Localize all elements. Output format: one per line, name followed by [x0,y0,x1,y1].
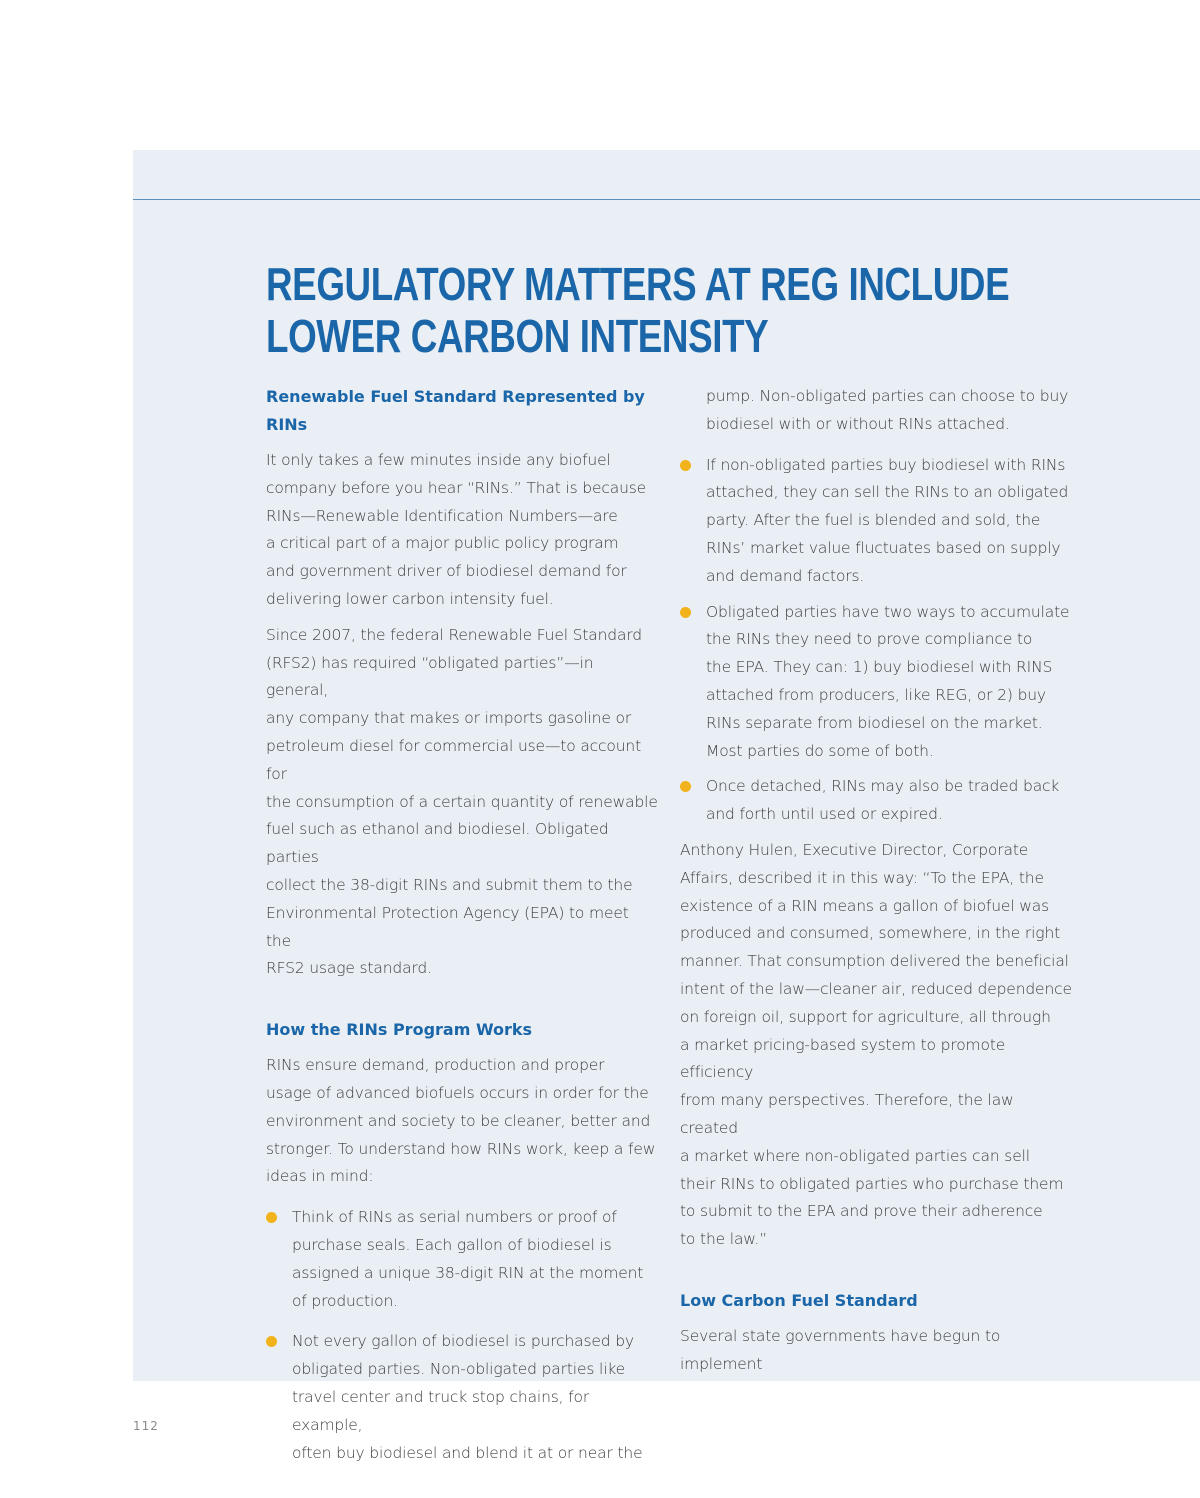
list-item-text: If non-obligated parties buy biodiesel with RINs attached, they can sell the RINs to an obligated party. After the fuel is blended and sold, the RINs’ market value fluctuates based on supply and demand factors. [706,455,1069,585]
page-number: 112 [133,1419,159,1433]
bullet-dot-icon [680,781,691,792]
paragraph: RINs ensure demand, production and proper usage of advanced biofuels occurs in order for the environment and society to be cleaner, better and stronger. To understand how RINs work, keep a few ideas in mind: [266,1056,656,1186]
paragraph: Several state governments have begun to implement [680,1326,1001,1373]
section-heading-rins-program: How the RINs Program Works [266,1020,533,1040]
bullet-dot-icon [680,460,691,471]
list-item [266,1328,658,1467]
page-title: REGULATORY MATTERS AT REG INCLUDE LOWER CARBON INTENSITY [266,258,1010,362]
divider [133,199,1200,200]
bullet-dot-icon [680,607,691,618]
paragraph: Anthony Hulen, Executive Director, Corporate Affairs, described it in this way: “To the EPA, the existence of a RIN means a gallon of biofuel was produced and consumed, somewhere, in the right manner. That consumption delivered the beneficial intent of the law—cleaner air, reduced dependence on foreign oil, support for agriculture, all through a market pricing-based system to promote efficiency from many perspectives. Therefore, the law created a market where non-obligated parties can sell their RINs to obligated parties who purchase them to submit to the EPA and prove their adherence to the law.” [680,840,1072,1249]
list-item-text: Obligated parties have two ways to accumulate the RINs they need to prove compliance to the EPA. They can: 1) buy biodiesel with RINS attached from producers, like REG, or 2) buy RINs separate from biodiesel on the market. Most parties do some of both. [706,602,1070,760]
section-heading-rfs: Renewable Fuel Standard Represented by RINs [266,387,645,434]
paragraph: Since 2007, the federal Renewable Fuel Standard (RFS2) has required “obligated parties”—in general, any company that makes or imports gasoline or petroleum diesel for commercial use—to account for the consumption of a certain quantity of renewable fuel such as ethanol and biodiesel. Obligated parties collect the 38-digit RINs and submit them to the Environmental Protection Agency (EPA) to meet the RFS2 usage standard. [266,625,658,978]
list-item-text: pump. Non-obligated parties can choose to buy biodiesel with or without RINs attached. [706,387,1069,433]
right-column [680,383,1072,1379]
left-column [266,383,658,1467]
paragraph: It only takes a few minutes inside any biofuel company before you hear “RINs.” That is because RINs—Renewable Identification Numbers—are a critical part of a major public policy program and government driver of biodiesel demand for delivering lower carbon intensity fuel. [266,451,647,608]
list-item-text: Not every gallon of biodiesel is purchased by obligated parties. Non-obligated parties like travel center and truck stop chains, for example, often buy biodiesel and blend it at or near the [292,1332,643,1462]
bullet-dot-icon [266,1336,277,1347]
section-heading-lcfs: Low Carbon Fuel Standard [680,1290,918,1310]
list-item [680,773,1072,829]
list-item [680,599,1072,766]
list-item [680,452,1072,591]
list-item [266,1204,658,1315]
list-item-text: Think of RINs as serial numbers or proof of purchase seals. Each gallon of biodiesel is assigned a unique 38-digit RIN at the moment of production. [292,1208,644,1310]
list-item-continuation [680,383,1072,439]
bullet-dot-icon [266,1212,277,1223]
list-item-text: Once detached, RINs may also be traded back and forth until used or expired. [706,777,1060,824]
